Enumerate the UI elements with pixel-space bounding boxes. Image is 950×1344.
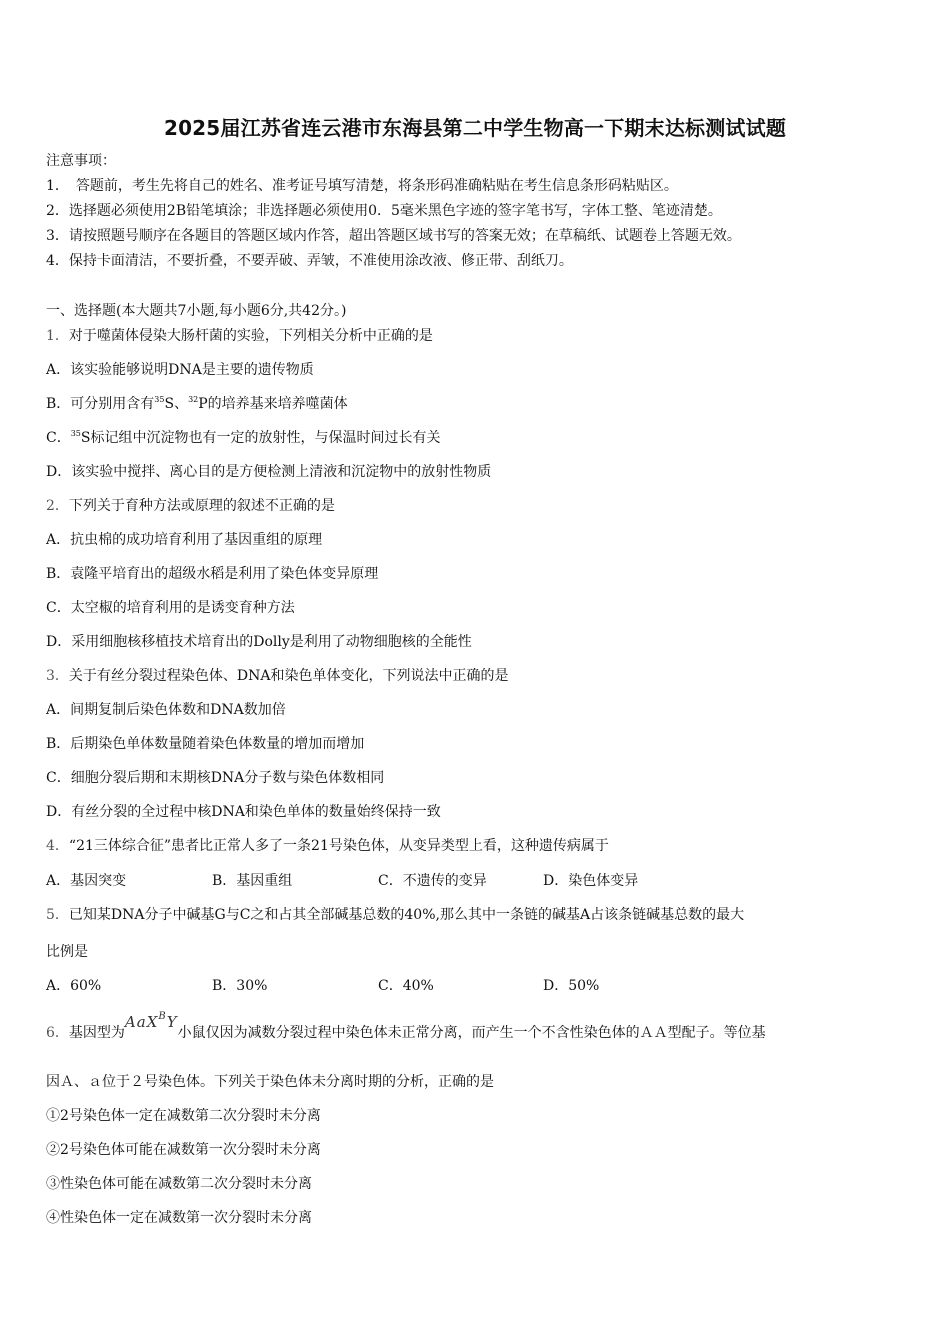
formula-sup: B: [158, 1011, 167, 1022]
option-c-text: S标记组中沉淀物也有一定的放射性，与保温时间过长有关: [80, 430, 441, 446]
notice-item-4: 4．保持卡面清洁，不要折叠，不要弄破、弄皱，不准使用涂改液、修正带、刮纸刀。: [46, 253, 573, 269]
question-6-statement-3: ③性染色体可能在减数第二次分裂时未分离: [46, 1176, 312, 1192]
question-6-text-pre: 基因型为: [68, 1025, 125, 1041]
question-4-option-d: D．染色体变异: [543, 873, 639, 889]
option-b-text-post: P的培养基来培养噬菌体: [198, 396, 348, 412]
option-b-text-pre: B．可分别用含有: [46, 396, 155, 412]
question-5-option-a: A．60%: [46, 978, 102, 994]
question-6-stem: [46, 1011, 766, 1042]
notice-heading: 注意事项：: [46, 153, 116, 169]
question-3-option-c: C．细胞分裂后期和末期核DNA分子数与染色体数相同: [46, 770, 385, 786]
question-4-option-b: B．基因重组: [212, 873, 293, 889]
formula-end: Y: [166, 1013, 178, 1031]
question-1-option-a: A．该实验能够说明DNA是主要的遗传物质: [46, 362, 314, 378]
question-2-stem: [46, 497, 335, 515]
question-5-stem-cont: 比例是: [46, 944, 88, 960]
genotype-formula: [125, 1013, 178, 1031]
question-2-number: 2．: [46, 498, 69, 514]
question-2-option-d: D．采用细胞核移植技术培育出的Dolly是利用了动物细胞核的全能性: [46, 634, 472, 650]
question-3-option-b: B．后期染色单体数量随着染色体数量的增加而增加: [46, 736, 365, 752]
question-1-number: 1．: [46, 328, 69, 344]
question-3-option-a: A．间期复制后染色体数和DNA数加倍: [46, 702, 286, 718]
question-4-option-c: C．不遗传的变异: [378, 873, 487, 889]
question-4-text: “21三体综合征”患者比正常人多了一条21号染色体，从变异类型上看，这种遗传病属于: [68, 838, 609, 854]
question-3-number: 3．: [46, 668, 69, 684]
question-4-stem: [46, 837, 609, 855]
notice-item-1: 1． 答题前，考生先将自己的姓名、准考证号填写清楚，将条形码准确粘贴在考生信息条形码粘贴区。: [46, 178, 678, 194]
question-5-number: 5．: [46, 907, 69, 923]
question-6-statement-1: ①2号染色体一定在减数第二次分裂时未分离: [46, 1108, 321, 1124]
question-6-stem-cont: 因Ａ、ａ位于２号染色体。下列关于染色体未分离时期的分析，正确的是: [46, 1074, 494, 1090]
option-b-text-mid: S、: [164, 396, 189, 412]
question-3-text: 关于有丝分裂过程染色体、DNA和染色单体变化，下列说法中正确的是: [68, 668, 509, 684]
question-2-option-b: B．袁隆平培育出的超级水稻是利用了染色体变异原理: [46, 566, 379, 582]
question-1-option-b: [46, 395, 348, 413]
question-4-number: 4．: [46, 838, 69, 854]
section-heading: 一、选择题(本大题共7小题,每小题6分,共42分。): [46, 303, 347, 319]
notice-item-3: 3．请按照题号顺序在各题目的答题区域内作答，超出答题区域书写的答案无效；在草稿纸、试题卷上答题无效。: [46, 228, 741, 244]
question-6-statement-2: ②2号染色体可能在减数第一次分裂时未分离: [46, 1142, 321, 1158]
question-2-option-c: C．太空椒的培育利用的是诱变育种方法: [46, 600, 295, 616]
question-2-option-a: A．抗虫棉的成功培育利用了基因重组的原理: [46, 532, 323, 548]
question-1-stem: [46, 327, 433, 345]
question-1-option-d: D．该实验中搅拌、离心目的是方便检测上清液和沉淀物中的放射性物质: [46, 464, 492, 480]
formula-base: AaX: [124, 1013, 159, 1031]
isotope-35: 35: [70, 429, 81, 438]
question-5-text: 已知某DNA分子中碱基G与C之和占其全部碱基总数的40%,那么其中一条链的碱基A占该条链碱基总数的最大: [68, 907, 745, 923]
question-1-text: 对于噬菌体侵染大肠杆菌的实验，下列相关分析中正确的是: [68, 328, 433, 344]
question-5-option-c: C．40%: [378, 978, 434, 994]
question-5-option-b: B．30%: [212, 978, 268, 994]
question-1-option-c: [46, 429, 441, 447]
question-3-stem: [46, 667, 509, 685]
notice-item-2: 2．选择题必须使用2B铅笔填涂；非选择题必须使用0．5毫米黑色字迹的签字笔书写，字体工整、笔迹清楚。: [46, 203, 722, 219]
question-5-option-d: D．50%: [543, 978, 600, 994]
isotope-35: 35: [154, 395, 165, 404]
question-3-option-d: D．有丝分裂的全过程中核DNA和染色单体的数量始终保持一致: [46, 804, 441, 820]
question-4-option-a: A．基因突变: [46, 873, 127, 889]
option-c-label: C．: [46, 430, 71, 446]
question-6-statement-4: ④性染色体一定在减数第一次分裂时未分离: [46, 1210, 312, 1226]
question-6-number: 6．: [46, 1025, 69, 1041]
question-5-stem: [46, 906, 744, 924]
page-title: 2025届江苏省连云港市东海县第二中学生物高一下期末达标测试试题: [163, 116, 787, 140]
question-2-text: 下列关于育种方法或原理的叙述不正确的是: [68, 498, 335, 514]
question-6-text-post: 小鼠仅因为减数分裂过程中染色体未正常分离，而产生一个不含性染色体的ＡＡ型配子。等位基: [177, 1025, 766, 1041]
isotope-32: 32: [188, 395, 199, 404]
